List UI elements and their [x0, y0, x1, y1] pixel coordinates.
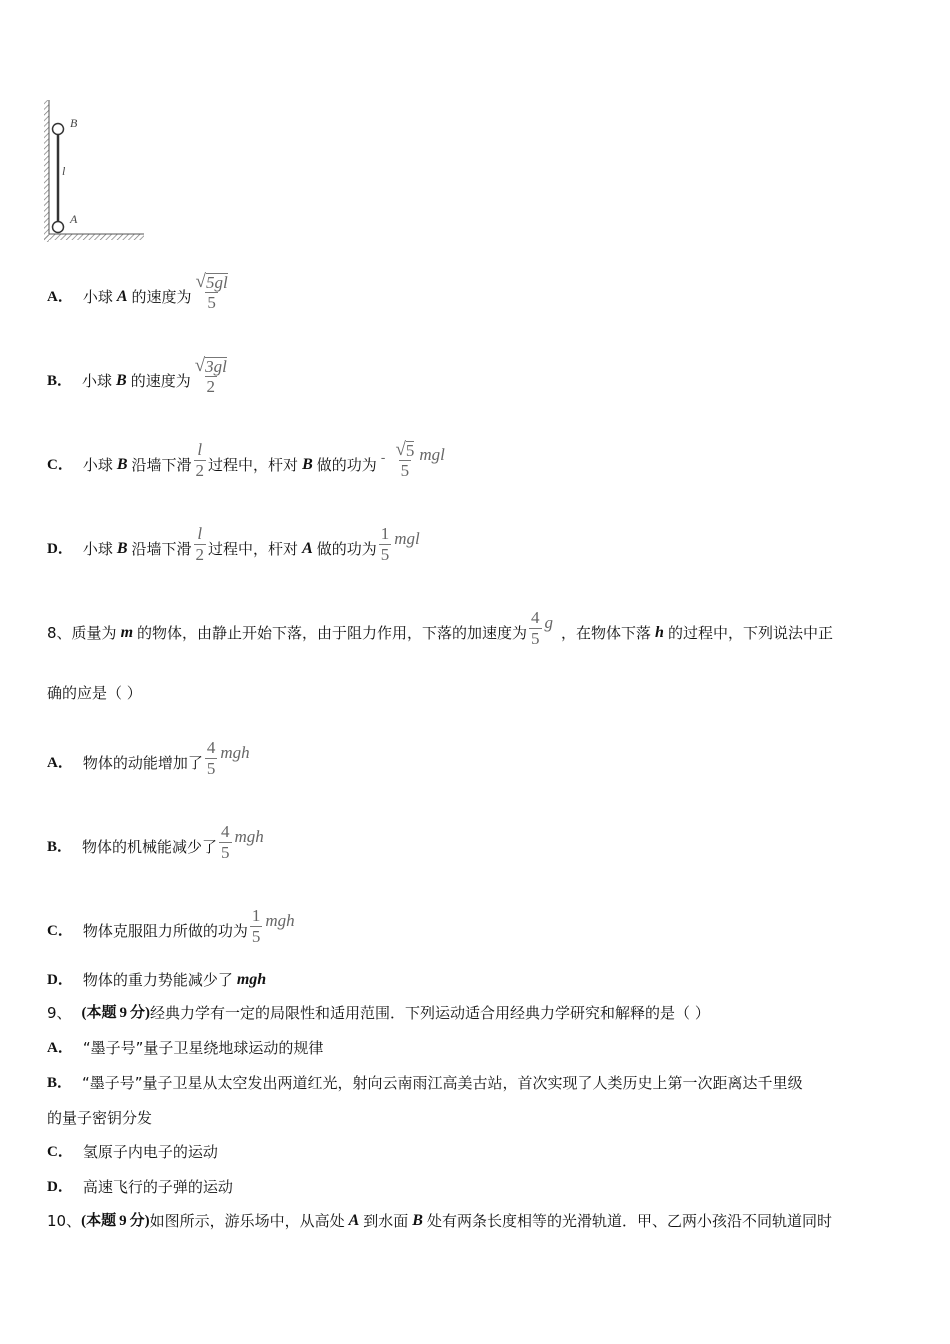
- option-text: 小球: [82, 455, 113, 474]
- variable: B: [302, 455, 313, 473]
- q8-option-a: [47, 738, 250, 783]
- numerator: 4: [221, 822, 230, 841]
- option-text: 沿墙下滑: [131, 539, 192, 558]
- ball-a-label: A: [70, 212, 78, 226]
- score-label: 分): [129, 1213, 150, 1229]
- option-text: 做的功为: [316, 539, 377, 558]
- variable: A: [302, 539, 313, 557]
- option-letter: C．: [47, 1144, 73, 1160]
- expression-tail: g: [544, 612, 554, 632]
- option-text: 的速度为: [131, 287, 192, 306]
- denominator: 2: [206, 377, 216, 396]
- stem-text: 确的应是（ ）: [47, 684, 142, 702]
- expression-tail: mgh: [265, 910, 295, 930]
- expression-tail: mgl: [419, 444, 445, 464]
- numerator: 1: [251, 906, 261, 925]
- fraction: [194, 440, 207, 481]
- q7-option-a: [47, 271, 232, 317]
- score-label: (本题: [81, 1213, 117, 1229]
- option-text: 物体的机械能减少了: [82, 837, 218, 856]
- denominator: 5: [251, 927, 261, 946]
- q9-option-b-line2: [47, 1108, 152, 1128]
- option-letter: A．: [47, 288, 73, 305]
- denominator: 5: [207, 293, 216, 312]
- option-text: 物体克服阻力所做的功为: [82, 921, 248, 940]
- rod-wall-figure: [40, 96, 150, 244]
- option-text: 氢原子内电子的运动: [82, 1143, 218, 1161]
- fraction: [379, 524, 392, 565]
- expression-tail: mgh: [234, 826, 264, 846]
- score-label: 分): [130, 1005, 151, 1021]
- denominator: 5: [531, 629, 540, 648]
- q9-option-d: [47, 1177, 233, 1197]
- ball-b-label: B: [70, 116, 78, 130]
- stem-text: 的过程中，下列说法中正: [667, 623, 833, 642]
- option-text: 的量子密钥分发: [47, 1109, 153, 1127]
- q7-option-b: [47, 355, 231, 401]
- variable: B: [116, 455, 128, 473]
- q8-option-d: [47, 970, 270, 990]
- stem-text: 到水面: [363, 1212, 409, 1230]
- denominator: 5: [221, 843, 230, 862]
- minus-sign: -: [380, 450, 386, 466]
- option-letter: A．: [47, 754, 73, 771]
- option-letter: D．: [47, 972, 73, 988]
- denominator: 2: [195, 461, 205, 480]
- variable: B: [116, 371, 127, 389]
- sqrt-arg: 5: [405, 441, 415, 460]
- option-text: 沿墙下滑: [131, 455, 192, 474]
- option-text: 物体的动能增加了: [82, 753, 203, 772]
- option-letter: B．: [47, 838, 73, 855]
- stem-text: 经典力学有一定的局限性和适用范围．下列运动适合用经典力学研究和解释的是（ ）: [150, 1004, 710, 1022]
- sqrt-arg: 5gl: [205, 273, 228, 292]
- option-text: 过程中，杆对: [208, 539, 299, 558]
- denominator: 5: [380, 545, 390, 564]
- option-text: “墨子号”量子卫星绕地球运动的规律: [82, 1039, 324, 1057]
- q9-option-a: [47, 1038, 323, 1058]
- option-letter: B．: [47, 372, 73, 389]
- rod-length-label: l: [62, 164, 66, 178]
- numerator: l: [197, 440, 203, 459]
- q8-option-b: [47, 822, 264, 867]
- q7-option-d: [47, 524, 420, 569]
- expression-tail: mgh: [220, 742, 250, 762]
- q8-option-c: [47, 906, 295, 951]
- option-text: 的速度为: [130, 371, 191, 390]
- option-letter: C．: [47, 456, 73, 473]
- fraction: [194, 524, 207, 565]
- option-letter: C．: [47, 922, 73, 939]
- fraction: √ 3gl 2: [194, 355, 227, 396]
- fraction: [219, 822, 232, 863]
- variable: A: [348, 1212, 360, 1229]
- question-number: 9、: [47, 1004, 72, 1022]
- option-text: “墨子号”量子卫星从太空发出两道红光，射向云南雨江高美古站，首次实现了人类历史上第一次距离达千里级: [82, 1074, 803, 1092]
- option-text: 小球: [82, 539, 113, 558]
- sqrt-arg: 3gl: [205, 357, 227, 376]
- stem-text: 质量为: [71, 623, 117, 642]
- stem-text: ，在物体下落: [561, 623, 652, 642]
- fraction: √ 5 5: [395, 439, 415, 480]
- option-letter: A．: [47, 1040, 73, 1056]
- fraction: √ 5gl 5: [195, 271, 228, 312]
- question-number: 10、: [47, 1212, 82, 1230]
- option-text: 高速飞行的子弹的运动: [82, 1178, 233, 1196]
- q9-stem: [47, 1003, 710, 1023]
- variable: m: [120, 623, 134, 641]
- numerator: 1: [380, 524, 390, 543]
- fraction: [205, 738, 218, 779]
- denominator: 5: [206, 759, 216, 778]
- denominator: 5: [400, 461, 410, 480]
- rod-diagram-icon: [40, 96, 150, 244]
- fraction: [250, 906, 263, 947]
- stem-text: 如图所示，游乐场中，从高处: [149, 1212, 345, 1230]
- q9-option-b: [47, 1073, 803, 1093]
- option-letter: B．: [47, 1075, 73, 1091]
- option-letter: D．: [47, 540, 73, 557]
- variable: h: [655, 623, 664, 641]
- question-number: 8、: [47, 623, 72, 642]
- q10-stem: [47, 1211, 832, 1231]
- denominator: 2: [195, 545, 205, 564]
- option-text: 做的功为: [316, 455, 377, 474]
- numerator: 4: [206, 738, 216, 757]
- variable: A: [116, 287, 128, 305]
- numerator: 4: [531, 608, 540, 627]
- stem-text: 处有两条长度相等的光滑轨道．甲、乙两小孩沿不同轨道同时: [426, 1212, 832, 1230]
- q7-option-c: [47, 439, 445, 485]
- q8-stem: [47, 608, 833, 653]
- q8-stem-line2: [47, 683, 142, 703]
- numerator: l: [197, 524, 203, 543]
- option-letter: D．: [47, 1179, 73, 1195]
- option-text: 小球: [82, 287, 113, 306]
- q9-option-c: [47, 1142, 218, 1162]
- variable: B: [116, 539, 128, 557]
- score-label: (本题: [81, 1005, 117, 1021]
- variable: B: [412, 1212, 423, 1229]
- fraction: [529, 608, 542, 649]
- stem-text: 的物体，由静止开始下落，由于阻力作用，下落的加速度为: [137, 623, 528, 642]
- option-text: 物体的重力势能减少了: [82, 971, 233, 989]
- option-text: 小球: [82, 371, 113, 390]
- expression-tail: mgl: [394, 528, 420, 548]
- option-text: 过程中，杆对: [208, 455, 299, 474]
- variable: mgh: [236, 971, 267, 988]
- score-value: 9: [119, 1213, 127, 1229]
- score-value: 9: [119, 1005, 128, 1021]
